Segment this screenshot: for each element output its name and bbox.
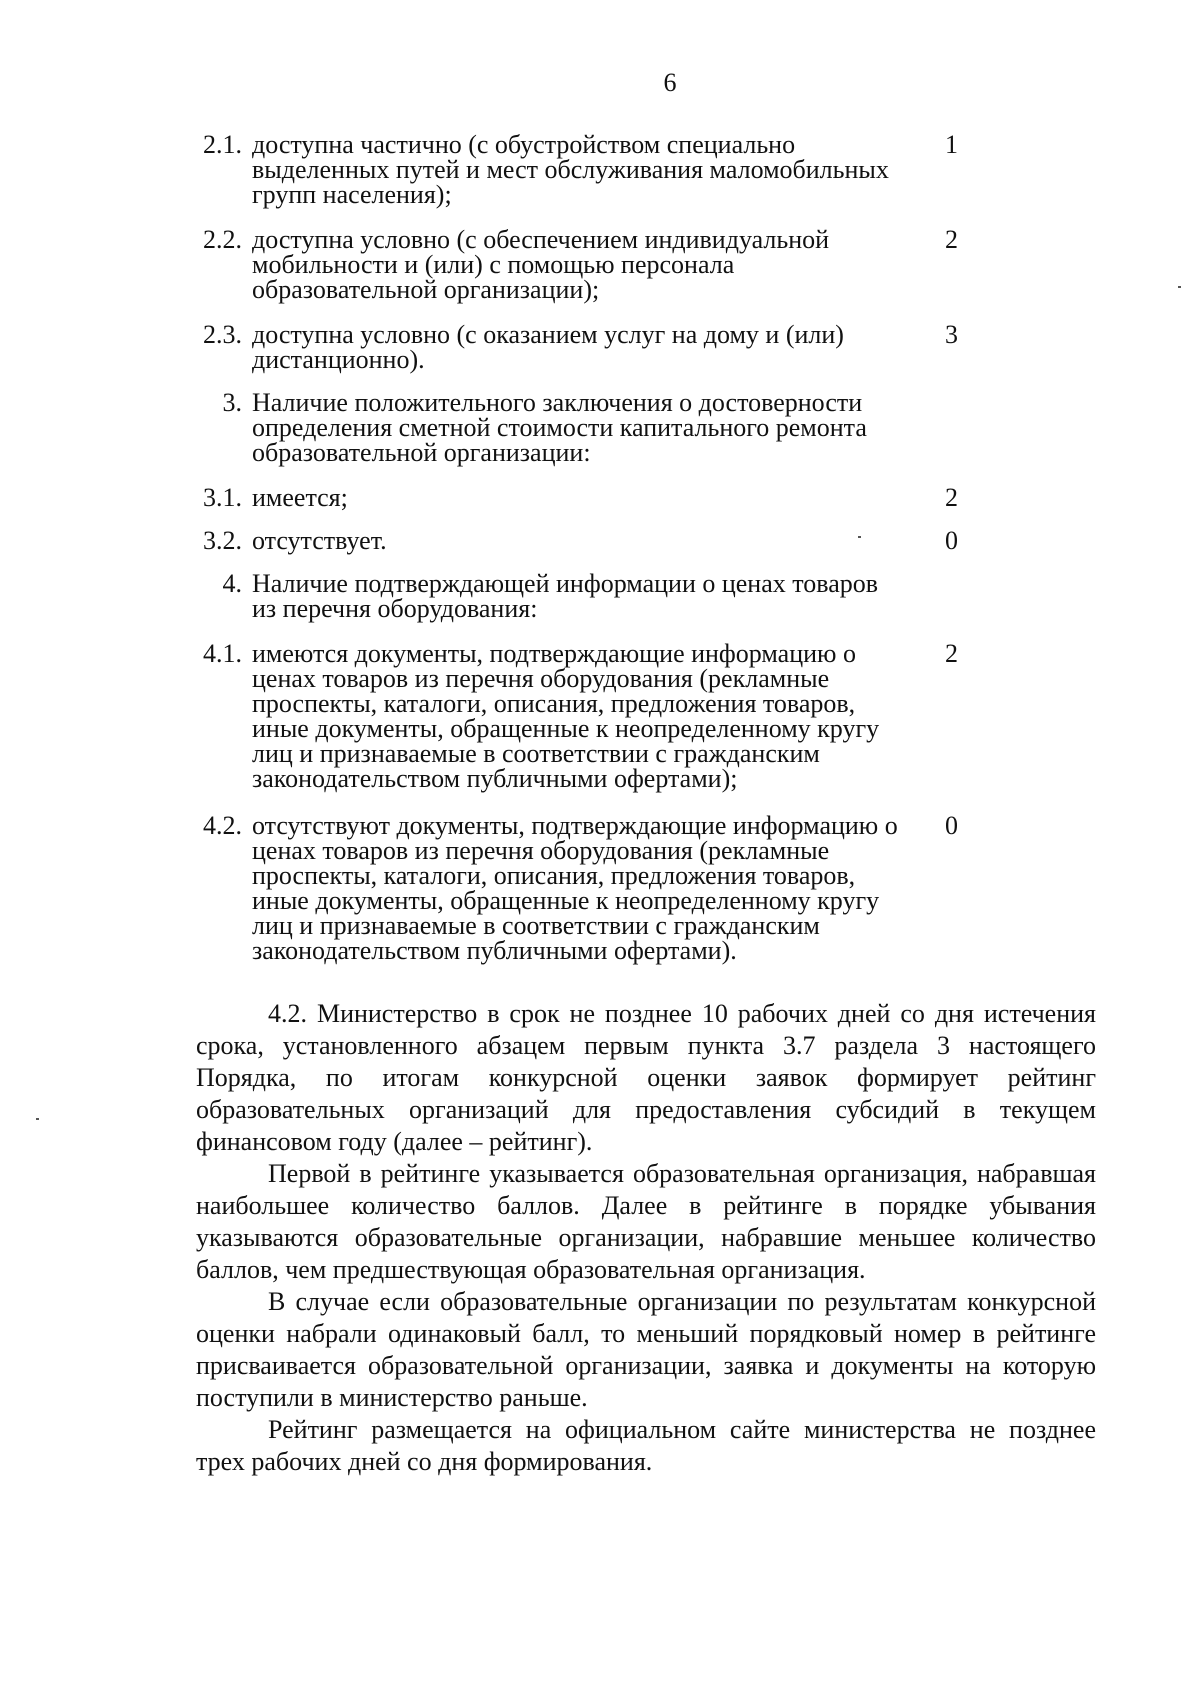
criteria-list	[190, 132, 1070, 963]
body-text	[196, 998, 1096, 1478]
criteria-text: имеются документы, подтверждающие информацию о ценах товаров из перечня оборудования (рекламные проспекты, каталоги, описания, предложения товаров, иные документы, обращенные к неопределенному кругу лиц и признаваемые в соответствии с гражданским законодательством публичными офертами);	[252, 639, 880, 793]
paragraph: 4.2. Министерство в срок не позднее 10 рабочих дней со дня истечения срока, установленного абзацем первым пункта 3.7 раздела 3 настоящего Порядка, по итогам конкурсной оценки заявок формирует рейтинг образовательных организаций для предоставления субсидий в текущем финансовом году (далее – рейтинг).	[196, 999, 1096, 1156]
criteria-row	[190, 322, 1070, 372]
criteria-row	[190, 641, 1070, 791]
criteria-text: доступна частично (с обустройством специально выделенных путей и мест обслуживания маломобильных групп населения);	[252, 130, 889, 209]
criteria-score: 2	[945, 639, 958, 668]
criteria-text: имеется;	[252, 483, 348, 512]
criteria-text: доступна условно (с обеспечением индивидуальной мобильности и (или) с помощью персонала образовательной организации);	[252, 225, 830, 304]
criteria-score: 3	[945, 320, 958, 349]
criteria-row	[190, 528, 1070, 553]
criteria-number: 2.3.	[203, 320, 242, 349]
criteria-number: 3.	[222, 388, 242, 417]
scan-speck	[1178, 286, 1181, 288]
scan-speck	[36, 1118, 39, 1120]
criteria-score: 0	[945, 526, 958, 555]
criteria-text: Наличие подтверждающей информации о ценах товаров из перечня оборудования:	[252, 569, 879, 623]
criteria-score: 1	[945, 130, 958, 159]
criteria-score: 0	[945, 811, 958, 840]
paragraph: В случае если образовательные организации по результатам конкурсной оценки набрали одинаковый балл, то меньший порядковый номер в рейтинге присваивается образовательной организации, заявка и документы на которую поступили в министерство раньше.	[196, 1287, 1096, 1412]
criteria-number: 3.1.	[203, 483, 242, 512]
criteria-score: 2	[945, 225, 958, 254]
criteria-number: 4.	[222, 569, 242, 598]
criteria-text: отсутствуют документы, подтверждающие информацию о ценах товаров из перечня оборудования (рекламные проспекты, каталоги, описания, предложения товаров, иные документы, обращенные к неопределенному кругу лиц и признаваемые в соответствии с гражданским законодательством публичными офертами).	[252, 811, 898, 965]
criteria-text: Наличие положительного заключения о достоверности определения сметной стоимости капитального ремонта образовательной организации:	[252, 388, 867, 467]
criteria-text: доступна условно (с оказанием услуг на дому и (или) дистанционно).	[252, 320, 844, 374]
criteria-number: 4.1.	[203, 639, 242, 668]
criteria-row	[190, 227, 1070, 302]
paragraph: Первой в рейтинге указывается образовательная организация, набравшая наибольшее количество баллов. Далее в рейтинге в порядке убывания указываются образовательные организации, набравшие меньшее количество баллов, чем предшествующая образовательная организация.	[196, 1159, 1096, 1284]
criteria-row	[190, 132, 1070, 207]
criteria-row	[190, 813, 1070, 963]
criteria-number: 2.2.	[203, 225, 242, 254]
criteria-text: отсутствует.	[252, 526, 387, 555]
page-number: 6	[663, 68, 677, 97]
criteria-row	[190, 571, 1070, 621]
paragraph: Рейтинг размещается на официальном сайте министерства не позднее трех рабочих дней со дня формирования.	[196, 1415, 1096, 1476]
criteria-score: 2	[945, 483, 958, 512]
criteria-row	[190, 390, 1070, 465]
criteria-number: 4.2.	[203, 811, 242, 840]
criteria-row	[190, 485, 1070, 510]
criteria-number: 3.2.	[203, 526, 242, 555]
scan-speck	[858, 536, 861, 538]
criteria-number: 2.1.	[203, 130, 242, 159]
